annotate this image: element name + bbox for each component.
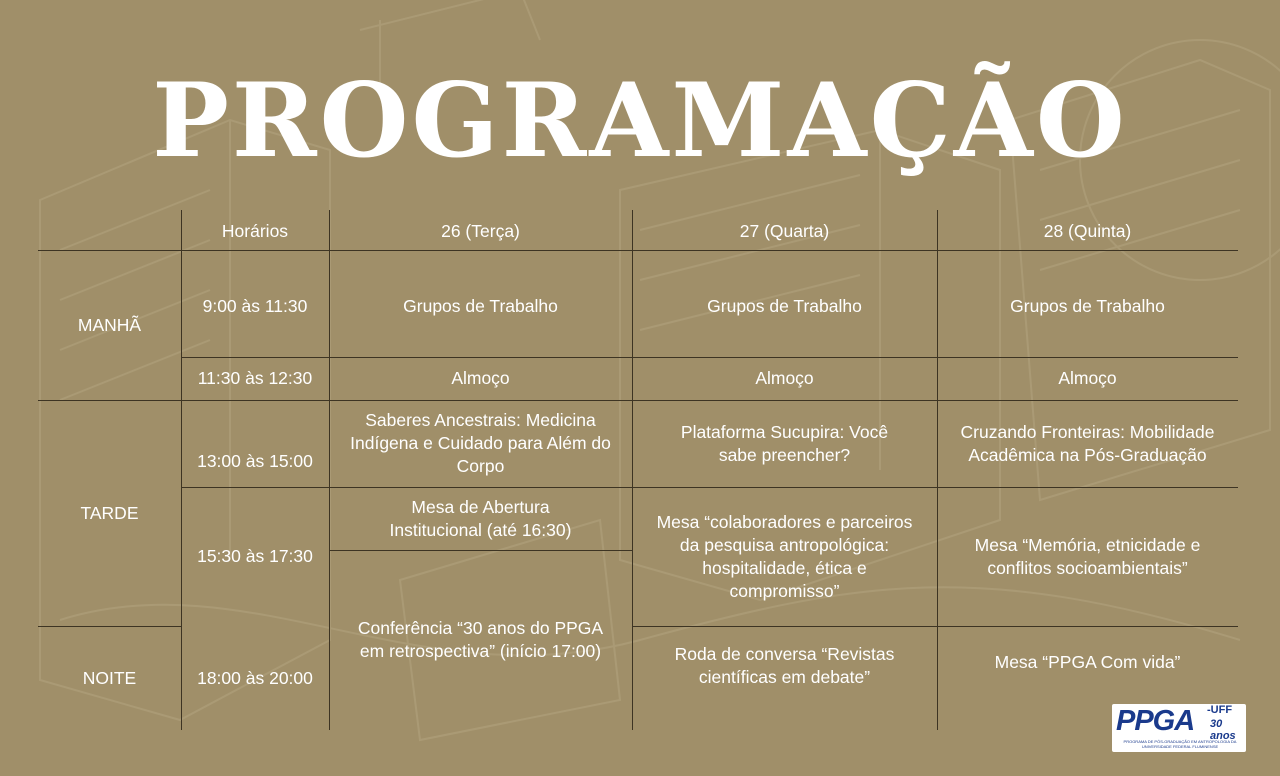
day28-slot4: Mesa “Memória, etnicidade e conflitos socioambientais” [974, 534, 1201, 578]
period-noite: NOITE [82, 667, 137, 688]
day26-slot1: Grupos de Trabalho [403, 296, 558, 316]
time-slot-5: 18:00 às 20:00 [197, 667, 313, 688]
day27-slot3: Plataforma Sucupira: Você sabe preencher? [680, 421, 889, 465]
period-manha: MANHÃ [77, 314, 142, 335]
time-slot-1: 9:00 às 11:30 [202, 296, 308, 316]
page-title: PROGRAMAÇÃO [152, 61, 1128, 181]
header-day-27: 27 (Quarta) [739, 220, 830, 241]
day27-slot1: Grupos de Trabalho [707, 296, 862, 316]
day27-slot5: Roda de conversa “Revistas científicas em debate” [674, 644, 895, 687]
day28-slot5: Mesa “PPGA Com vida” [994, 651, 1181, 672]
time-slot-4: 15:30 às 17:30 [197, 546, 313, 566]
header-day-28: 28 (Quinta) [1043, 220, 1132, 241]
logo-anniversary: 30 anos [1210, 718, 1236, 742]
time-slot-3: 13:00 às 15:00 [197, 451, 313, 471]
ppga-uff-logo [1112, 704, 1246, 752]
day26-slot5: Conferência “30 anos do PPGA em retrospectiva” (início 17:00) [357, 618, 604, 661]
day26-slot4: Mesa de Abertura Institucional (até 16:30) [389, 496, 572, 540]
day28-slot2: Almoço [1058, 368, 1117, 388]
day28-slot3: Cruzando Fronteiras: Mobilidade Acadêmica na Pós-Graduação [960, 421, 1215, 465]
logo-wordmark: PPGA [1116, 705, 1195, 737]
header-horarios: Horários [221, 220, 289, 241]
logo-subtitle: PROGRAMA DE PÓS-GRADUAÇÃO EM ANTROPOLOGIA DA UNIVERSIDADE FEDERAL FLUMINENSE [1123, 739, 1237, 749]
header-day-26: 26 (Terça) [441, 220, 520, 241]
day28-slot1: Grupos de Trabalho [1010, 296, 1165, 316]
day27-slot2: Almoço [755, 368, 814, 388]
period-tarde: TARDE [80, 502, 139, 523]
day26-slot2: Almoço [451, 368, 510, 388]
day26-slot3: Saberes Ancestrais: Medicina Indígena e Cuidado para Além do Corpo [350, 410, 611, 476]
logo-uff-suffix: -UFF [1207, 704, 1233, 716]
day27-slot4: Mesa “colaboradores e parceiros da pesquisa antropológica: hospitalidade, ética e compromisso” [656, 511, 913, 601]
time-slot-2: 11:30 às 12:30 [197, 368, 313, 388]
